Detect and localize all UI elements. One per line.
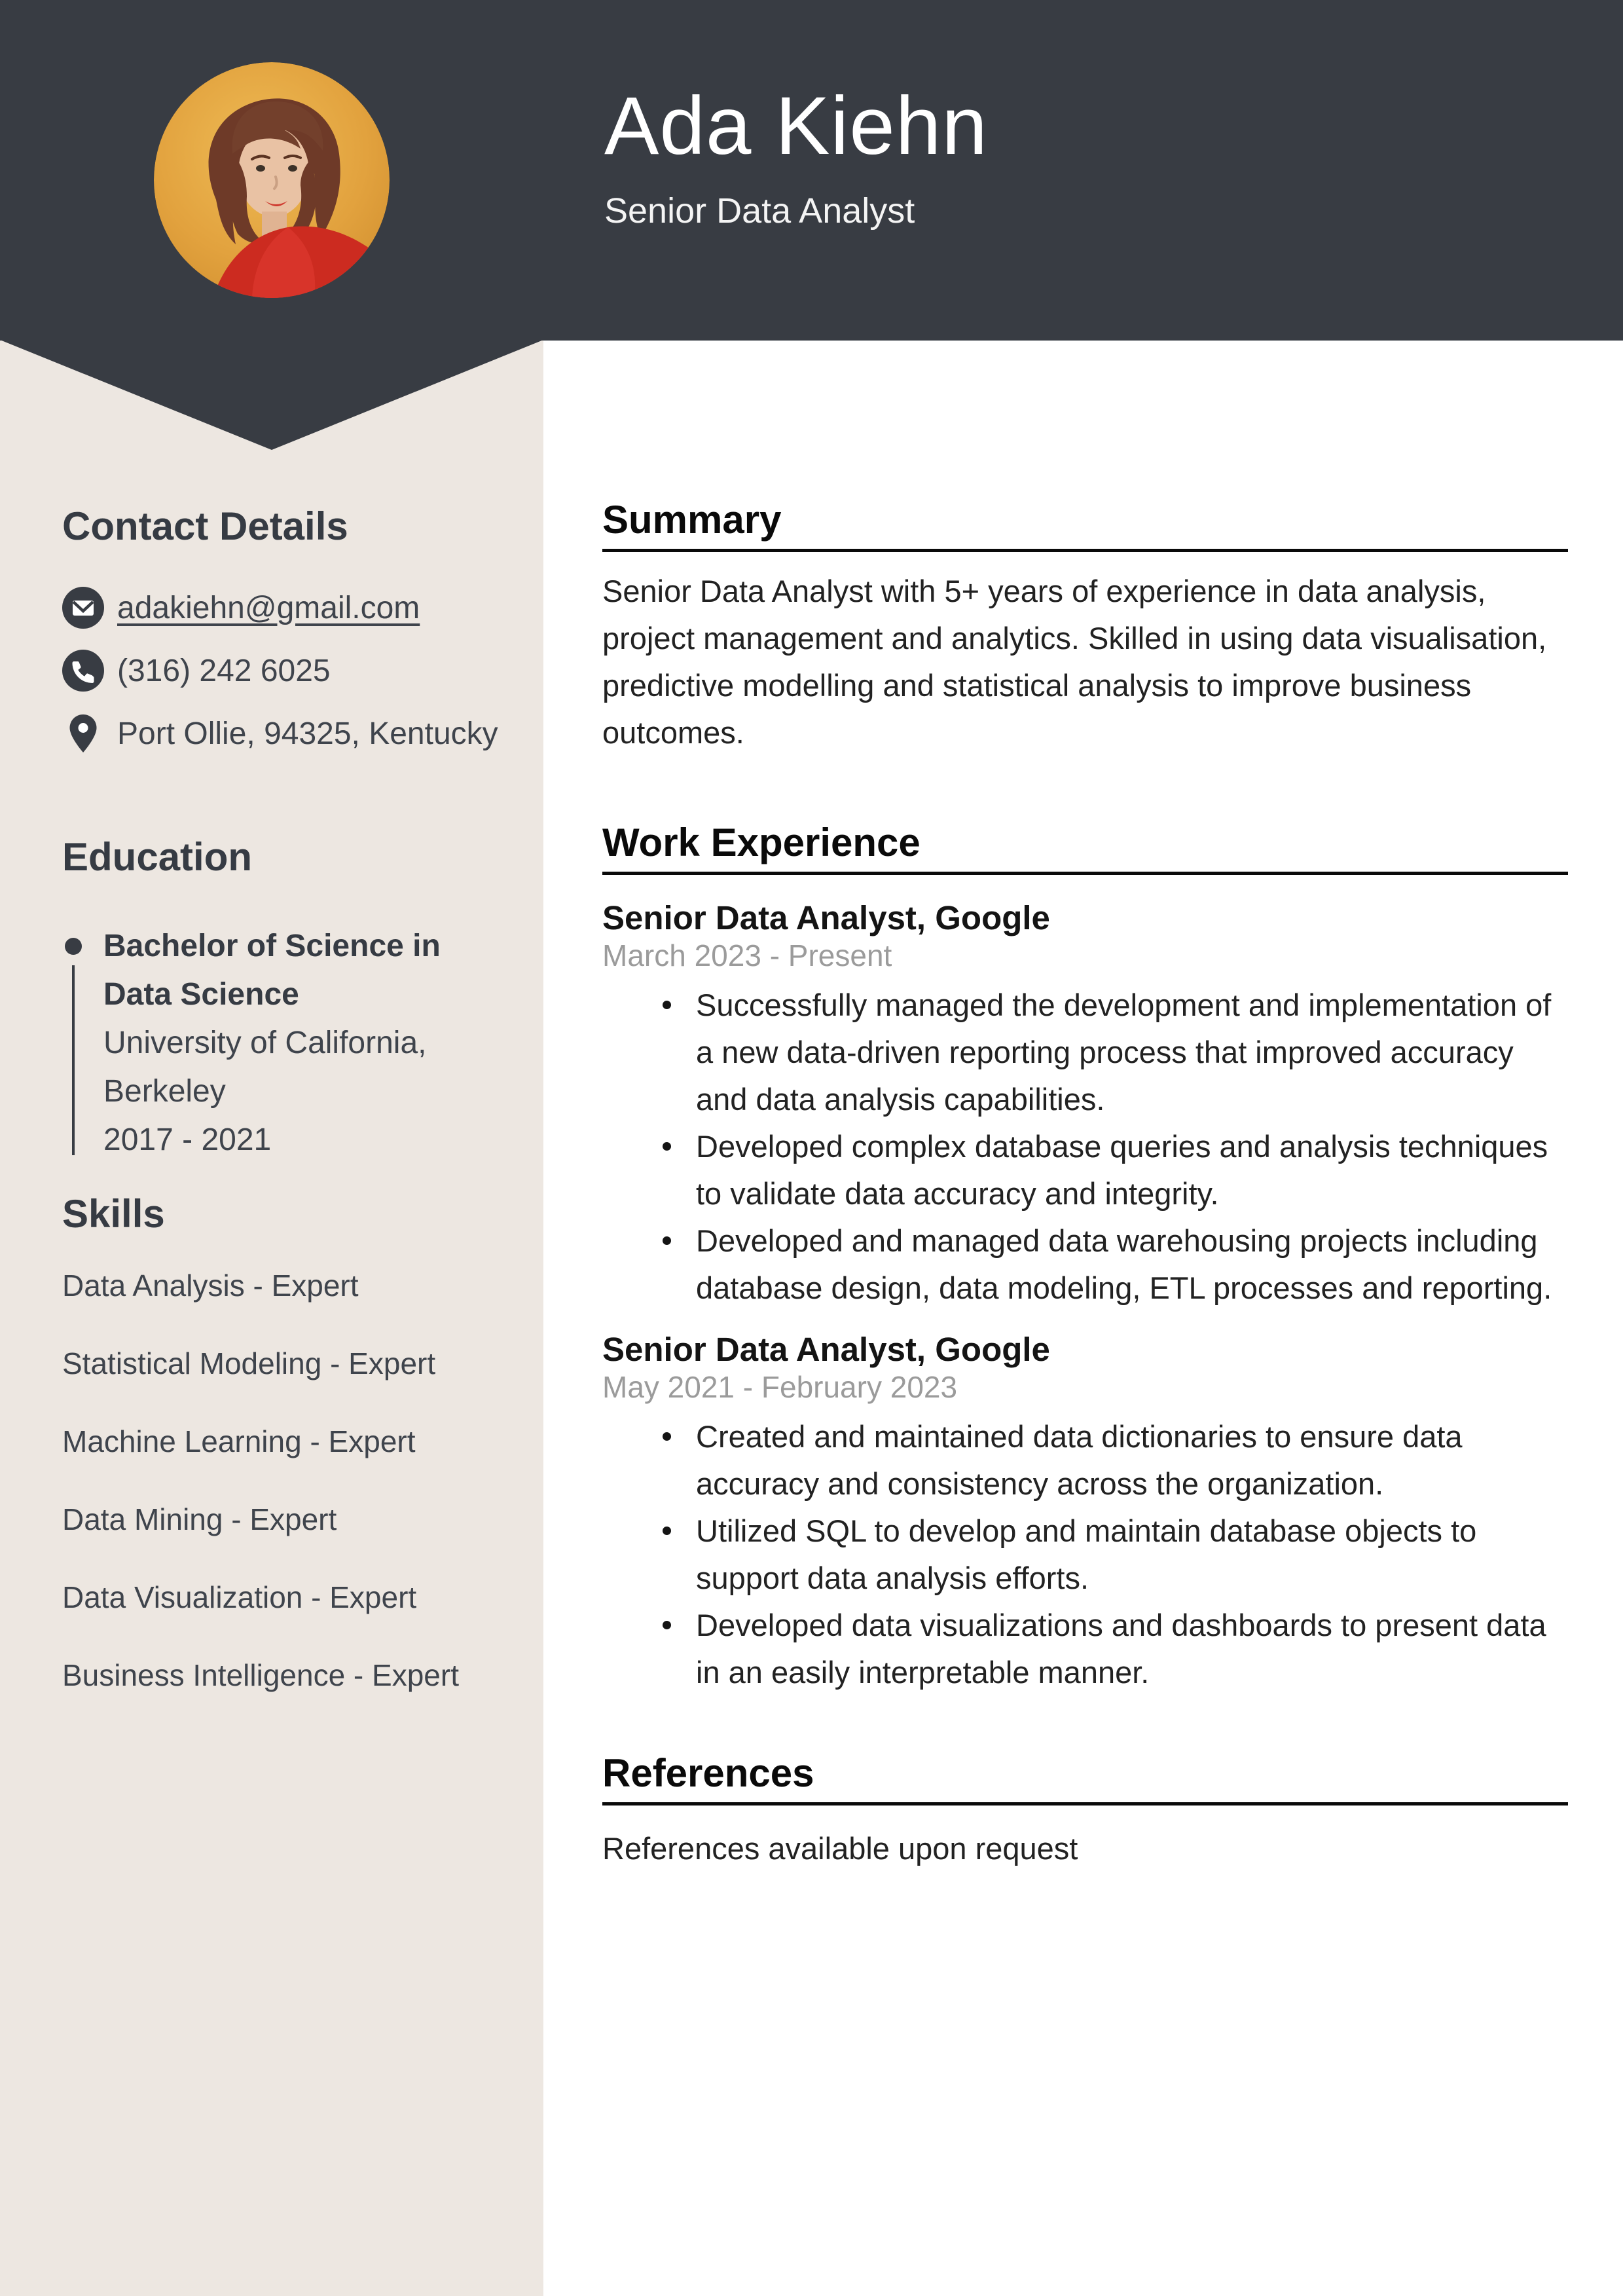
job-bullet: Created and maintained data dictionaries to ensure data accuracy and consistency across the organization. [602,1413,1568,1508]
main-column [543,0,1623,2296]
skills-list [62,1266,504,1695]
job-dates: May 2021 - February 2023 [602,1370,958,1404]
education-heading: Education [62,835,253,879]
phone-icon [62,650,104,692]
education-dates: 2017 - 2021 [103,1122,272,1157]
contact-rows [62,587,504,754]
education-entry [62,922,504,1164]
contact-row-location [62,713,504,754]
job-title: Senior Data Analyst, Google [602,899,1050,936]
job-entry [602,1330,1568,1696]
work-experience-rule [602,872,1568,875]
job-bullet-list [602,1413,1568,1696]
skill-item: Business Intelligence - Expert [62,1658,459,1692]
location-text: Port Ollie, 94325, Kentucky [117,716,498,751]
job-bullet: Developed data visualizations and dashboards to present data in an easily interpretable manner. [602,1602,1568,1696]
work-experience-section [602,819,1568,1696]
contact-row-email [62,587,504,629]
skill-item: Data Mining - Expert [62,1502,337,1536]
job-bullet: Utilized SQL to develop and maintain database objects to support data analysis efforts. [602,1508,1568,1602]
job-dates: March 2023 - Present [602,938,892,972]
sidebar [0,0,543,2296]
references-text: References available upon request [602,1831,1078,1866]
summary-rule [602,549,1568,552]
skill-item: Data Visualization - Expert [62,1580,417,1614]
education-body [103,922,504,1164]
education-school: University of California, Berkeley [103,1026,427,1109]
timeline-dot-icon [65,938,82,955]
summary-section [602,496,1568,756]
person-job-title: Senior Data Analyst [604,191,915,231]
references-heading: References [602,1751,814,1795]
education-timeline [62,922,103,1164]
header-identity [604,81,988,231]
job-bullet-list [602,982,1568,1312]
person-name: Ada Kiehn [604,81,988,172]
job-bullet: Developed complex database queries and analysis techniques to validate data accuracy and integrity. [602,1123,1568,1217]
timeline-line [72,965,75,1155]
job-title: Senior Data Analyst, Google [602,1331,1050,1368]
skill-item: Machine Learning - Expert [62,1424,416,1458]
job-bullet: Developed and managed data warehousing projects including database design, data modeling, ETL processes and reporting. [602,1217,1568,1312]
email-link[interactable]: adakiehn@gmail.com [117,590,420,625]
envelope-icon [62,587,104,629]
skill-item: Statistical Modeling - Expert [62,1346,436,1380]
summary-heading: Summary [602,498,782,542]
contact-row-phone [62,650,504,692]
job-bullet: Successfully managed the development and implementation of a new data-driven reporting process that improved accuracy and data analysis capabilities. [602,982,1568,1123]
contact-details-heading: Contact Details [62,504,348,548]
skill-item: Data Analysis - Expert [62,1268,359,1303]
work-experience-heading: Work Experience [602,821,921,864]
summary-text: Senior Data Analyst with 5+ years of experience in data analysis, project management and analytics. Skilled in using data visualisation, predictive modelling and statistical analysis to improve business outcomes. [602,574,1547,750]
references-rule [602,1802,1568,1805]
location-pin-icon [62,713,104,754]
phone-number: (316) 242 6025 [117,653,331,688]
job-entry [602,898,1568,1312]
education-degree: Bachelor of Science in Data Science [103,929,441,1012]
skills-heading: Skills [62,1192,165,1236]
references-section [602,1750,1568,1872]
